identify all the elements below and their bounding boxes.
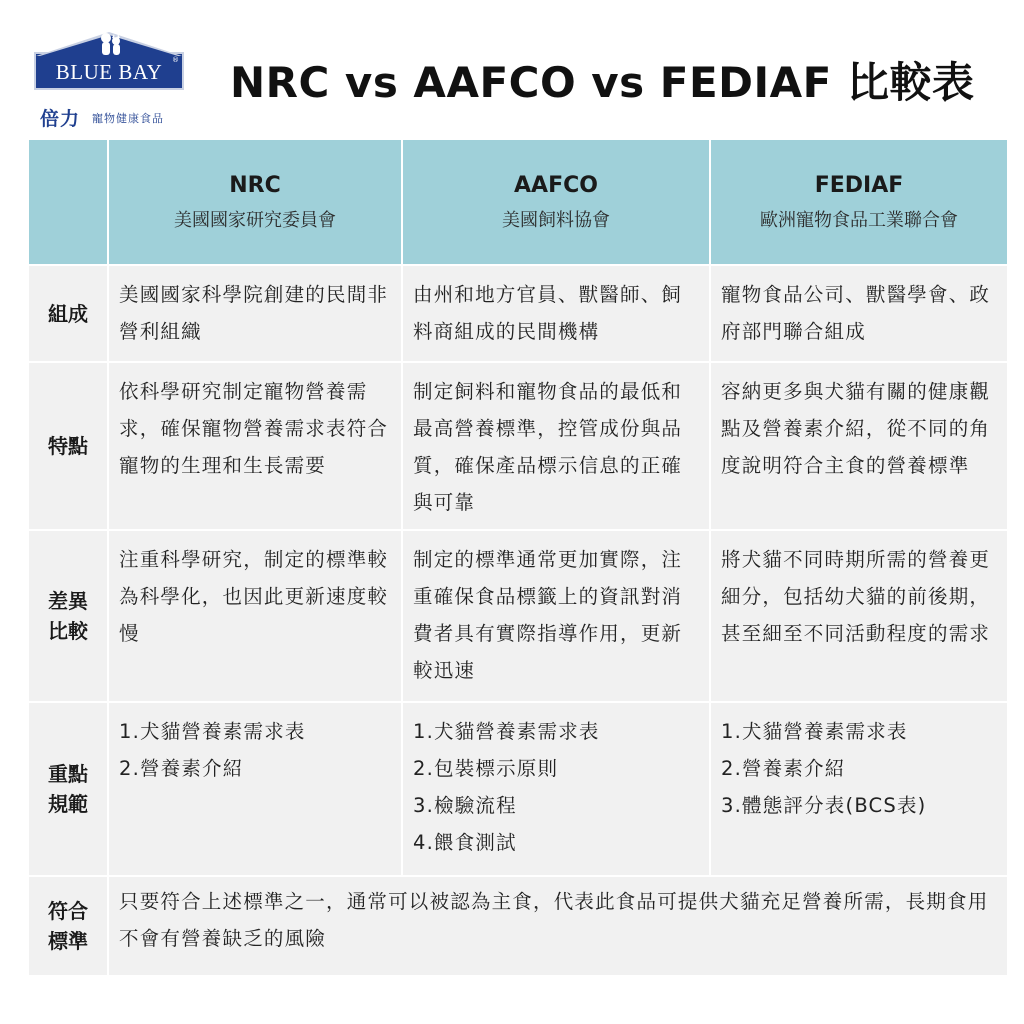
table-cell: 容納更多與犬貓有關的健康觀點及營養素介紹，從不同的角度說明符合主食的營養標準	[711, 363, 1007, 529]
list-item: 1.犬貓營養素需求表	[413, 720, 600, 743]
comparison-table	[29, 140, 1005, 975]
row-label-differences: 差異比較	[29, 531, 107, 701]
column-name: AAFCO	[514, 172, 598, 198]
table-cell: 依科學研究制定寵物營養需求，確保寵物營養需求表符合寵物的生理和生長需要	[109, 363, 401, 529]
logo-registered-mark: ®	[172, 56, 179, 64]
brand-logo	[34, 30, 194, 130]
table-cell	[711, 703, 1007, 875]
row-label-key-standards: 重點規範	[29, 703, 107, 875]
table-cell: 注重科學研究，制定的標準較為科學化，也因此更新速度較慢	[109, 531, 401, 701]
row-label-meets-standard: 符合標準	[29, 877, 107, 975]
list-item: 2.營養素介紹	[119, 757, 244, 780]
table-corner	[29, 140, 107, 264]
column-header-fediaf	[711, 140, 1007, 264]
list-item: 3.檢驗流程	[413, 794, 517, 817]
column-name: FEDIAF	[814, 172, 904, 198]
dog-cat-silhouette-icon	[96, 30, 126, 56]
column-header-nrc	[109, 140, 401, 264]
column-subtitle: 美國國家研究委員會	[174, 209, 336, 231]
column-subtitle: 歐洲寵物食品工業聯合會	[760, 209, 958, 231]
list-item: 2.營養素介紹	[721, 757, 846, 780]
summary-cell: 只要符合上述標準之一，通常可以被認為主食，代表此食品可提供犬貓充足營養所需，長期食用不會有營養缺乏的風險	[109, 877, 1007, 975]
table-cell	[109, 703, 401, 875]
table-cell: 制定的標準通常更加實際，注重確保食品標籤上的資訊對消費者具有實際指導作用，更新較迅速	[403, 531, 709, 701]
column-name: NRC	[229, 172, 281, 198]
list-item: 1.犬貓營養素需求表	[119, 720, 306, 743]
list-item: 2.包裝標示原則	[413, 757, 559, 780]
list-item: 4.餵食測試	[413, 831, 517, 854]
logo-brand-text: BLUE BAY	[55, 60, 163, 84]
table-cell	[403, 703, 709, 875]
column-header-aafco	[403, 140, 709, 264]
table-cell: 美國國家科學院創建的民間非營利組織	[109, 266, 401, 361]
row-label-composition: 組成	[29, 266, 107, 361]
row-label-features: 特點	[29, 363, 107, 529]
page-title: NRC vs AAFCO vs FEDIAF 比較表	[230, 58, 975, 107]
table-cell: 寵物食品公司、獸醫學會、政府部門聯合組成	[711, 266, 1007, 361]
table-cell: 將犬貓不同時期所需的營養更細分，包括幼犬貓的前後期，甚至細至不同活動程度的需求	[711, 531, 1007, 701]
logo-tagline: 寵物健康食品	[92, 112, 164, 125]
table-cell: 由州和地方官員、獸醫師、飼料商組成的民間機構	[403, 266, 709, 361]
list-item: 3.體態評分表(BCS表)	[721, 794, 927, 817]
table-cell: 制定飼料和寵物食品的最低和最高營養標準，控管成份與品質，確保產品標示信息的正確與可靠	[403, 363, 709, 529]
column-subtitle: 美國飼料協會	[502, 209, 610, 231]
logo-chinese-name: 倍力	[40, 108, 81, 130]
list-item: 1.犬貓營養素需求表	[721, 720, 908, 743]
